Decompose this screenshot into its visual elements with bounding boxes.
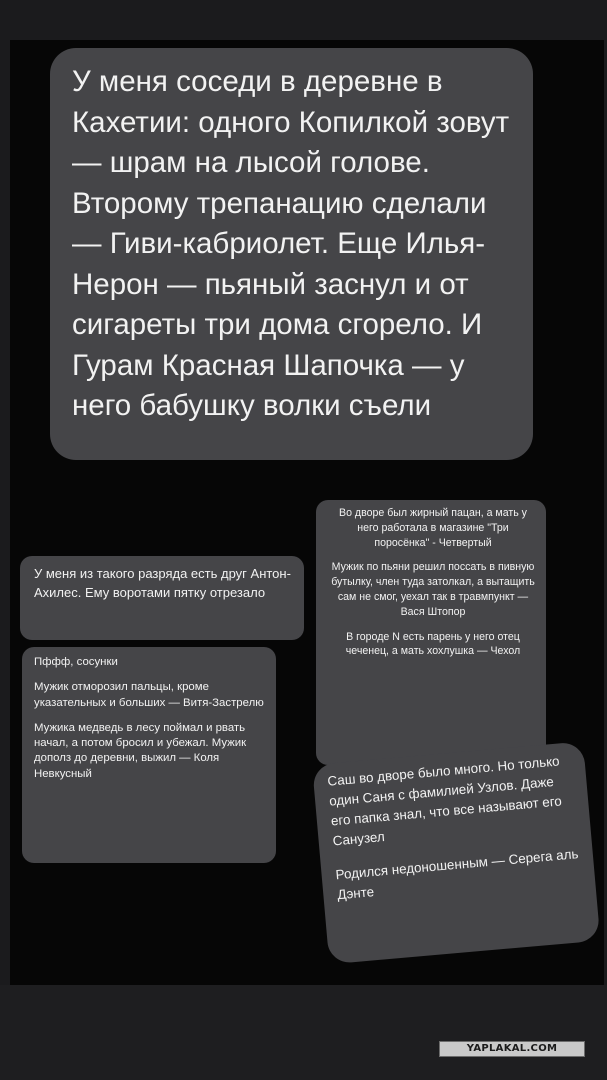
watermark-logo: YAPLAKAL.COM bbox=[439, 1041, 585, 1057]
message-bubble-neighbors bbox=[50, 48, 533, 460]
message-text: У меня соседи в деревне в Кахетии: одного Копилкой зовут — шрам на лысой голове. Второму трепанацию сделали — Гиви-кабриолет. Еще Илья-Нерон — пьяный заснул и от сигареты три дома сгорело. И Гурам Красная Шапочка — у него бабушку волки съели bbox=[72, 65, 510, 422]
message-paragraph: Мужик отморозил пальцы, кроме указательных и больших — Витя-Застрелю bbox=[34, 681, 264, 709]
message-paragraph: Мужика медведь в лесу поймал и рвать начал, а потом бросил и убежал. Мужик дополз до деревни, выжил — Коля Невкусный bbox=[34, 721, 247, 780]
message-paragraph: Саш во дворе было много. Но только один Саня с фамилией Узлов. Даже его папка знал, что все называют его Санузел bbox=[326, 753, 563, 849]
message-bubble-pff bbox=[22, 647, 276, 863]
message-text: У меня из такого разряда есть друг Антон-Ахилес. Ему воротами пятку отрезало bbox=[34, 566, 291, 600]
message-bubble-anton bbox=[20, 556, 304, 640]
message-paragraph: Пффф, сосунки bbox=[34, 656, 118, 668]
message-bubble-yard bbox=[316, 500, 546, 765]
message-paragraph: Мужик по пьяни решил поссать в пивную бутылку, член туда затолкал, а вытащить сам не смог, уехал так в травмпункт — Вася Штопор bbox=[331, 561, 535, 618]
message-bubble-sasha bbox=[312, 741, 600, 964]
message-paragraph: Во дворе был жирный пацан, а мать у него работала в магазине "Три поросёнка" - Четвертый bbox=[339, 507, 527, 549]
message-paragraph: Родился недоношенным — Серега аль Дэнте bbox=[335, 846, 579, 903]
message-paragraph: В городе N есть парень у него отец чеченец, а мать хохлушка — Чехол bbox=[345, 630, 521, 658]
bottom-band bbox=[0, 985, 607, 1080]
